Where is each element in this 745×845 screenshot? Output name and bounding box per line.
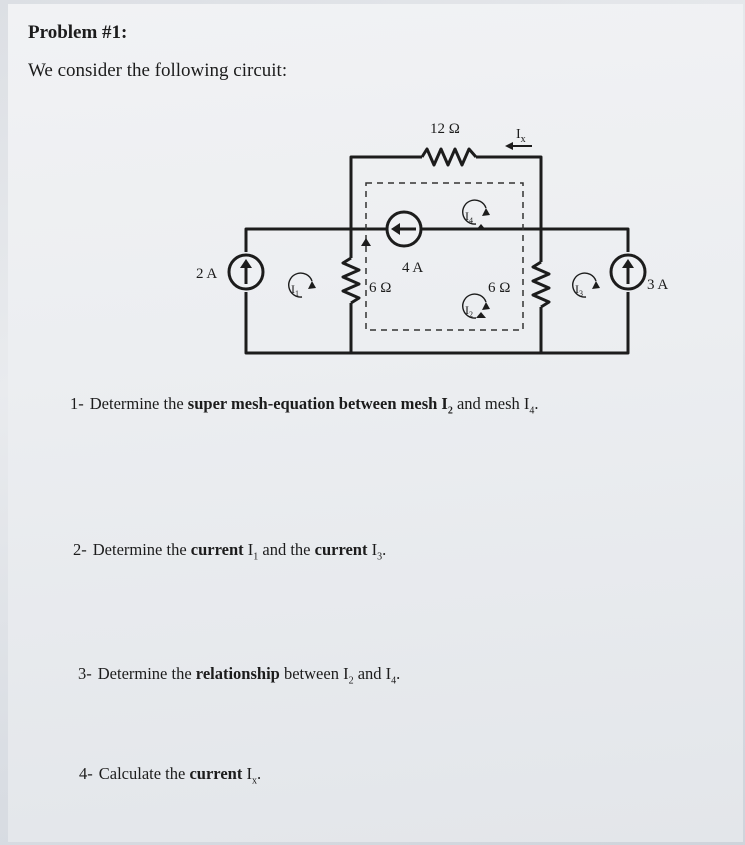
current-source-3A <box>611 255 645 289</box>
label-mesh-I1: $I_1$ <box>291 282 299 298</box>
label-resistor-right: 6 Ω <box>488 280 511 296</box>
label-mesh-I3: $I_3$ <box>575 282 583 298</box>
problem-intro: We consider the following circuit: <box>28 60 288 81</box>
resistor-top <box>422 149 476 165</box>
question-2: 2- Determine the current $I_1$ and the current $I_3$. <box>73 540 387 563</box>
arrow-head-small <box>476 224 486 230</box>
current-ix-arrow <box>505 142 532 150</box>
wire-outer-bottom <box>246 292 628 353</box>
problem-heading: Problem #1: <box>28 22 128 43</box>
label-mesh-I4: $I_4$ <box>465 209 473 225</box>
label-source-left: 2 A <box>196 266 218 282</box>
resistor-left <box>343 258 359 303</box>
label-current-ix: $I_x$ <box>516 127 526 145</box>
question-1: 1- Determine the super mesh-equation between mesh $I_2$ and mesh $I_4$. <box>70 394 539 417</box>
label-source-right: 3 A <box>647 277 669 293</box>
label-resistor-top: 12 Ω <box>430 121 460 137</box>
supermesh-boundary <box>366 183 523 330</box>
current-source-4A <box>387 212 421 246</box>
wire-outer <box>246 229 628 252</box>
label-resistor-left: 6 Ω <box>369 280 392 296</box>
arrow-head-small <box>361 238 371 246</box>
label-mesh-I2: $I_2$ <box>465 303 473 319</box>
current-source-2A <box>229 255 263 289</box>
arrow-head-small <box>476 312 486 318</box>
resistor-right <box>533 262 549 307</box>
question-4: 4- Calculate the current $I_x$. <box>79 764 262 787</box>
label-source-middle: 4 A <box>402 260 424 276</box>
question-3: 3- Determine the relationship between $I_2$ and $I_4$. <box>78 664 401 687</box>
